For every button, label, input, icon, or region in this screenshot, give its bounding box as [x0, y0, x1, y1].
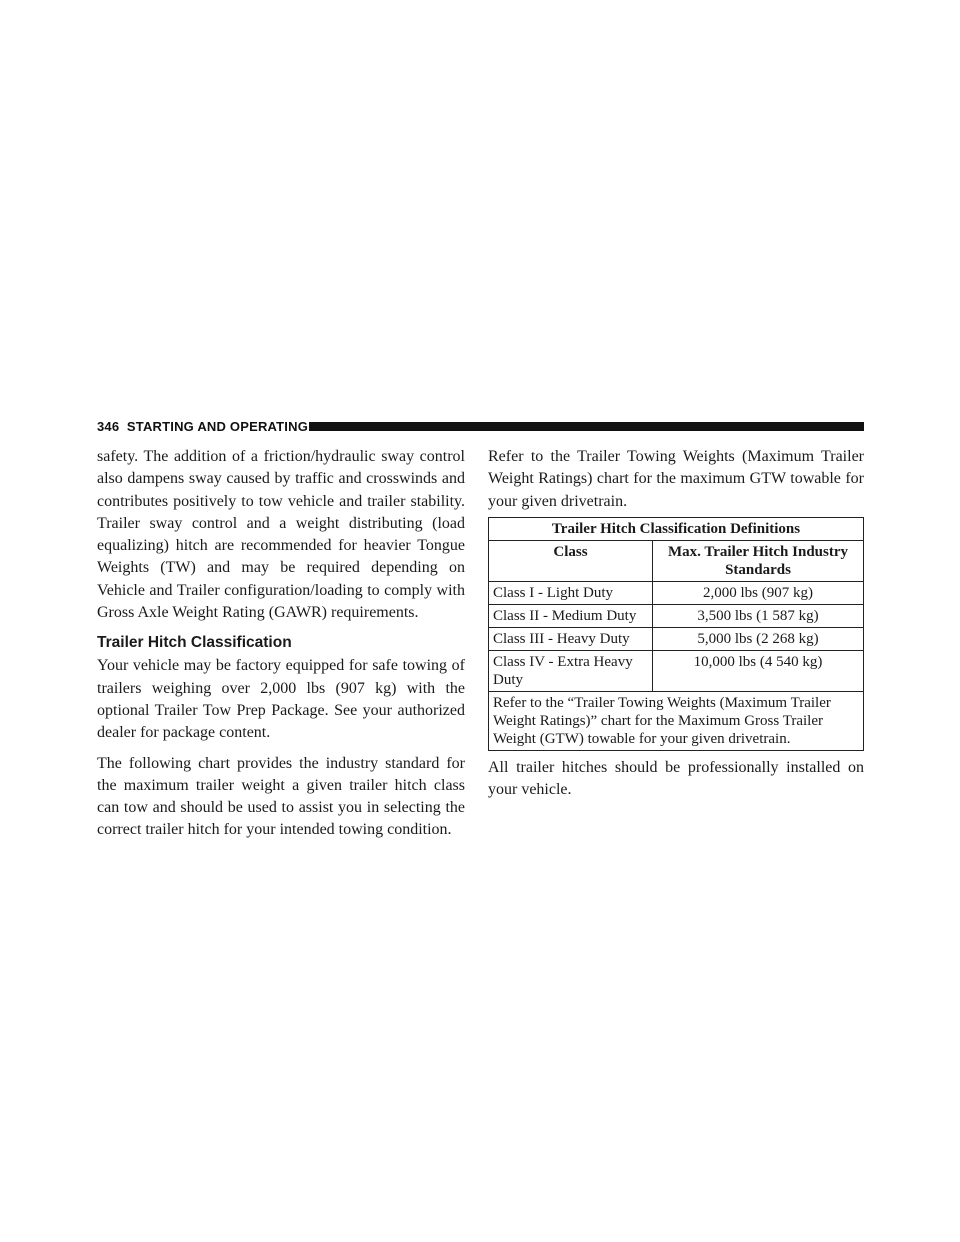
- table-title-row: [489, 517, 864, 540]
- weight-cell: 5,000 lbs (2 268 kg): [653, 627, 864, 650]
- right-column: [488, 446, 864, 801]
- header-rule: [309, 422, 864, 431]
- column-header-max: Max. Trailer Hitch Industry Standards: [653, 540, 864, 581]
- table-row: [489, 650, 864, 691]
- table-note-row: [489, 691, 864, 750]
- hitch-classification-table: [488, 517, 864, 751]
- table-note: Refer to the “Trailer Towing Weights (Maximum Trailer Weight Ratings)” chart for the Maximum Gross Trailer Weight (GTW) towable for your given drivetrain.: [489, 691, 864, 750]
- paragraph-sway-control: safety. The addition of a friction/hydraulic sway control also dampens sway caused by traffic and crosswinds and contributes positively to tow vehicle and trailer stability. Trailer sway control and a weight distributing (load equalizing) hitch are recommended for heavier Tongue Weights (TW) and may be required depending on Vehicle and Trailer configuration/loading to comply with Gross Axle Weight Rating (GAWR) requirements.: [97, 448, 465, 622]
- paragraph-chart-intro: The following chart provides the industry standard for the maximum trailer weight a given trailer hitch class can tow and should be used to assist you in selecting the correct trailer hitch for your intended towing condition.: [97, 754, 465, 839]
- paragraph-refer-chart: Refer to the Trailer Towing Weights (Maximum Trailer Weight Ratings) chart for the maximum GTW towable for your given drivetrain.: [488, 448, 864, 510]
- weight-cell: 3,500 lbs (1 587 kg): [653, 604, 864, 627]
- section-heading: Trailer Hitch Classification: [97, 634, 292, 652]
- table-header-row: [489, 540, 864, 581]
- paragraph-factory-equipped: Your vehicle may be factory equipped for safe towing of trailers weighing over 2,000 lbs (907 kg) with the optional Trailer Tow Prep Package. See your authorized dealer for package content.: [97, 657, 465, 742]
- weight-cell: 10,000 lbs (4 540 kg): [653, 650, 864, 691]
- weight-cell: 2,000 lbs (907 kg): [653, 581, 864, 604]
- page-number: 346: [97, 419, 120, 434]
- class-cell: Class III - Heavy Duty: [489, 627, 653, 650]
- table-row: [489, 604, 864, 627]
- table-row: [489, 581, 864, 604]
- left-column: [97, 446, 465, 842]
- page-header-text: [97, 418, 308, 436]
- paragraph-professional-install: All trailer hitches should be professionally installed on your vehicle.: [488, 758, 864, 799]
- table-title: Trailer Hitch Classification Definitions: [489, 517, 864, 540]
- class-cell: Class II - Medium Duty: [489, 604, 653, 627]
- column-header-class: Class: [489, 540, 653, 581]
- section-title: STARTING AND OPERATING: [126, 419, 309, 434]
- table-row: [489, 627, 864, 650]
- class-cell: Class I - Light Duty: [489, 581, 653, 604]
- page-header: [97, 418, 864, 436]
- class-cell: Class IV - Extra Heavy Duty: [489, 650, 653, 691]
